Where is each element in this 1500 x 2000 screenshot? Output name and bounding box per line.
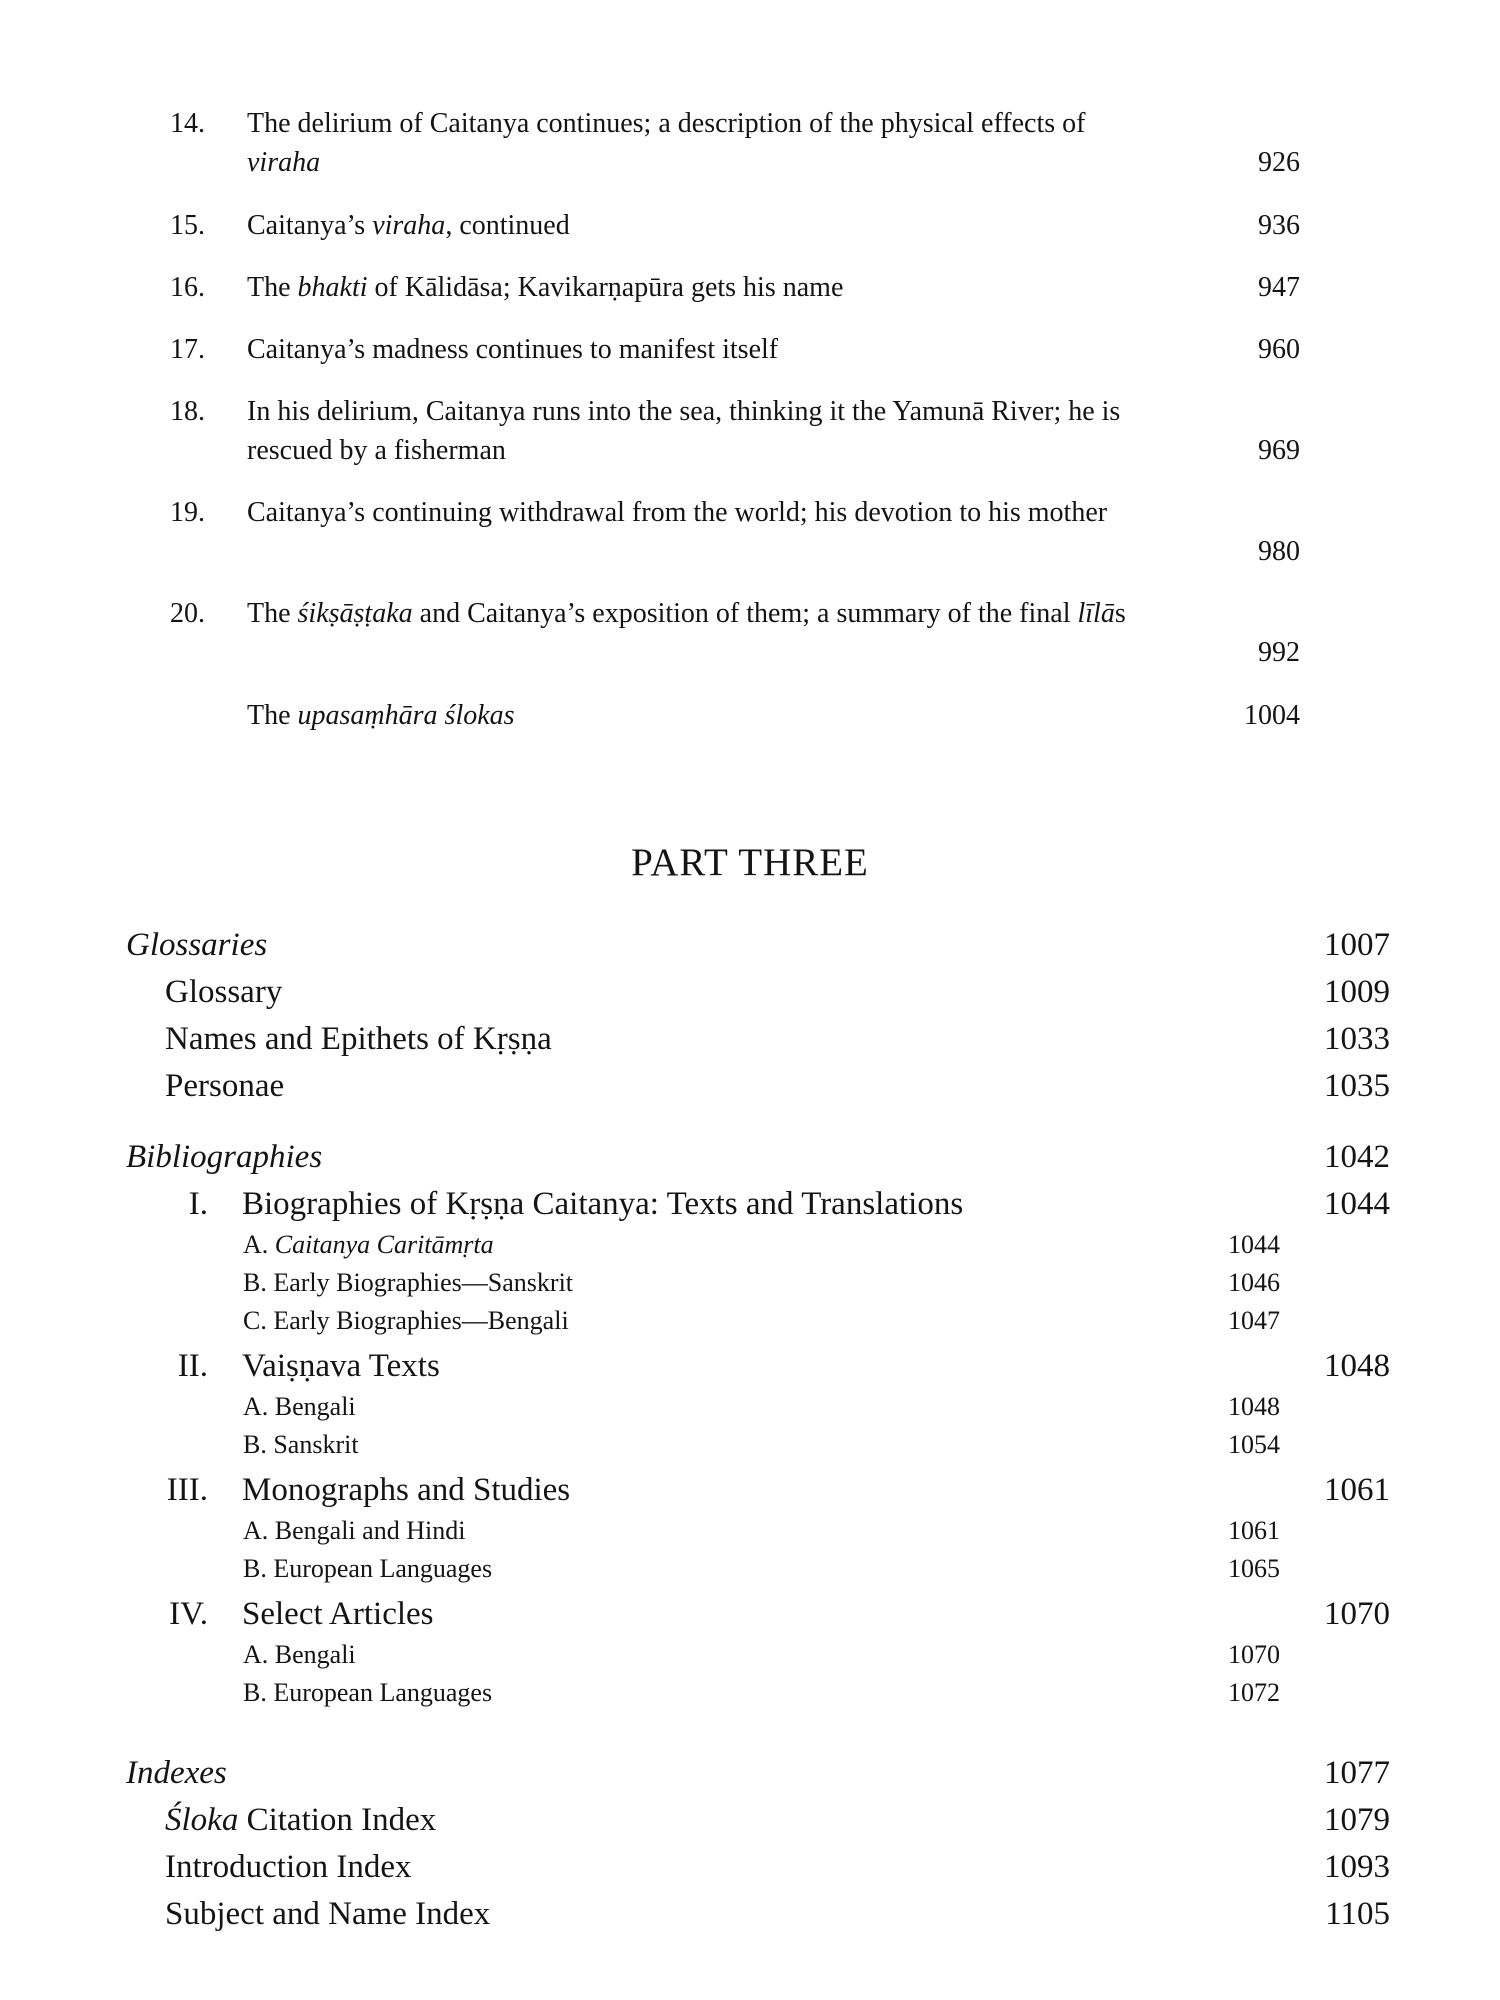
toc-leaf-III-A bbox=[243, 1512, 1280, 1550]
toc-leaf-I-A bbox=[243, 1226, 1280, 1264]
chapter-number: 16. bbox=[170, 272, 205, 303]
item-page: 1079 bbox=[1324, 1802, 1390, 1838]
item-label: Introduction Index bbox=[165, 1849, 412, 1885]
item-page: 1035 bbox=[1324, 1068, 1390, 1104]
chapter-title: Caitanya’s viraha, continued bbox=[247, 210, 570, 241]
section-label: Bibliographies bbox=[126, 1139, 323, 1175]
leaf-label: B. Sanskrit bbox=[243, 1430, 359, 1459]
leaf-label: B. Early Biographies—Sanskrit bbox=[243, 1268, 574, 1297]
toc-leaf-II-B bbox=[243, 1426, 1280, 1464]
group-numeral: I. bbox=[188, 1186, 208, 1222]
chapter-number: 15. bbox=[170, 210, 205, 241]
chapter-title: Caitanya’s madness continues to manifest itself bbox=[247, 334, 779, 365]
leaf-page: 1047 bbox=[1228, 1306, 1280, 1335]
leaf-label: B. European Languages bbox=[243, 1554, 493, 1583]
toc-item-sloka-index bbox=[165, 1797, 1390, 1843]
toc-leaf-IV-B bbox=[243, 1674, 1280, 1712]
chapter-page: 926 bbox=[1258, 147, 1300, 178]
leaf-page: 1046 bbox=[1228, 1268, 1280, 1297]
toc-entry-19 bbox=[170, 493, 1300, 571]
chapter-number: 19. bbox=[170, 497, 205, 528]
chapter-title: The bhakti of Kālidāsa; Kavikarṇapūra gets his name bbox=[247, 272, 844, 303]
group-label: Biographies of Kṛṣṇa Caitanya: Texts and Translations bbox=[242, 1186, 964, 1222]
section-page: 1077 bbox=[1324, 1755, 1390, 1791]
leaf-page: 1072 bbox=[1228, 1678, 1280, 1707]
toc-entry-16 bbox=[170, 268, 1300, 307]
toc-leaf-I-B bbox=[243, 1264, 1280, 1302]
group-label: Monographs and Studies bbox=[242, 1472, 571, 1508]
group-numeral: IV. bbox=[169, 1596, 208, 1632]
chapter-number: 20. bbox=[170, 598, 205, 629]
leaf-label: A. Bengali and Hindi bbox=[243, 1516, 466, 1545]
section-page: 1007 bbox=[1324, 927, 1390, 963]
item-page: 1093 bbox=[1324, 1849, 1390, 1885]
chapter-page: 969 bbox=[1258, 435, 1300, 466]
toc-group-I bbox=[140, 1181, 1390, 1227]
item-label: Glossary bbox=[165, 974, 283, 1010]
chapter-page: 980 bbox=[1258, 536, 1300, 567]
item-label: Subject and Name Index bbox=[165, 1896, 491, 1932]
group-numeral: II. bbox=[177, 1348, 208, 1384]
chapter-page: 947 bbox=[1258, 272, 1300, 303]
toc-entry-14 bbox=[170, 104, 1300, 182]
chapter-title: The śikṣāṣṭaka and Caitanya’s exposition of them; a summary of the final līlās bbox=[247, 598, 1126, 629]
group-page: 1061 bbox=[1324, 1472, 1390, 1508]
chapter-page: 936 bbox=[1258, 210, 1300, 241]
toc-leaf-II-A bbox=[243, 1388, 1280, 1426]
leaf-label: B. European Languages bbox=[243, 1678, 493, 1707]
chapter-number: 17. bbox=[170, 334, 205, 365]
chapter-number: 18. bbox=[170, 396, 205, 427]
item-label: Personae bbox=[165, 1068, 285, 1104]
chapter-title: The delirium of Caitanya continues; a description of the physical effects of viraha bbox=[247, 108, 1086, 178]
toc-entry-20 bbox=[170, 594, 1300, 672]
chapter-title: In his delirium, Caitanya runs into the sea, thinking it the Yamunā River; he is rescued by a fisherman bbox=[247, 396, 1121, 466]
section-page: 1042 bbox=[1324, 1139, 1390, 1175]
toc-entry-17 bbox=[170, 330, 1300, 369]
toc-item-personae bbox=[165, 1063, 1390, 1109]
leaf-page: 1070 bbox=[1228, 1640, 1280, 1669]
leaf-label: C. Early Biographies—Bengali bbox=[243, 1306, 569, 1335]
toc-leaf-III-B bbox=[243, 1550, 1280, 1588]
leaf-page: 1044 bbox=[1228, 1230, 1280, 1259]
group-numeral: III. bbox=[166, 1472, 208, 1508]
toc-leaf-I-C bbox=[243, 1302, 1280, 1340]
leaf-page: 1061 bbox=[1228, 1516, 1280, 1545]
group-page: 1044 bbox=[1324, 1186, 1390, 1222]
toc-group-IV bbox=[140, 1591, 1390, 1637]
leaf-label: A. Caitanya Caritāmṛta bbox=[243, 1230, 494, 1259]
toc-leaf-IV-A bbox=[243, 1636, 1280, 1674]
toc-item-introduction-index bbox=[165, 1844, 1390, 1890]
item-page: 1033 bbox=[1324, 1021, 1390, 1057]
item-page: 1009 bbox=[1324, 974, 1390, 1010]
toc-item-glossary bbox=[165, 969, 1390, 1015]
item-label: Śloka Citation Index bbox=[165, 1802, 437, 1838]
section-label: Glossaries bbox=[126, 927, 268, 963]
leaf-page: 1048 bbox=[1228, 1392, 1280, 1421]
toc-group-II bbox=[140, 1343, 1390, 1389]
leaf-label: A. Bengali bbox=[243, 1640, 356, 1669]
item-label: Names and Epithets of Kṛṣṇa bbox=[165, 1021, 552, 1057]
chapter-page: 1004 bbox=[1244, 700, 1300, 731]
group-page: 1048 bbox=[1324, 1348, 1390, 1384]
chapter-page: 960 bbox=[1258, 334, 1300, 365]
chapter-page: 992 bbox=[1258, 637, 1300, 668]
toc-entry-upasamhara bbox=[170, 696, 1300, 735]
toc-item-subject-name-index bbox=[165, 1891, 1390, 1937]
toc-group-III bbox=[140, 1467, 1390, 1513]
group-label: Vaiṣṇava Texts bbox=[242, 1348, 440, 1384]
chapter-number: 14. bbox=[170, 108, 205, 139]
group-label: Select Articles bbox=[242, 1596, 434, 1632]
toc-entry-18 bbox=[170, 392, 1300, 470]
toc-section-bibliographies bbox=[126, 1134, 1390, 1180]
toc-section-indexes bbox=[126, 1750, 1390, 1796]
part-title: PART THREE bbox=[631, 841, 869, 884]
leaf-page: 1065 bbox=[1228, 1554, 1280, 1583]
section-label: Indexes bbox=[126, 1755, 227, 1791]
leaf-label: A. Bengali bbox=[243, 1392, 356, 1421]
chapter-title: Caitanya’s continuing withdrawal from the world; his devotion to his mother bbox=[247, 497, 1108, 528]
chapter-title: The upasaṃhāra ślokas bbox=[247, 700, 515, 731]
toc-entry-15 bbox=[170, 206, 1300, 245]
item-page: 1105 bbox=[1325, 1896, 1390, 1932]
leaf-page: 1054 bbox=[1228, 1430, 1280, 1459]
group-page: 1070 bbox=[1324, 1596, 1390, 1632]
toc-item-names-epithets bbox=[165, 1016, 1390, 1062]
toc-section-glossaries bbox=[126, 922, 1390, 968]
